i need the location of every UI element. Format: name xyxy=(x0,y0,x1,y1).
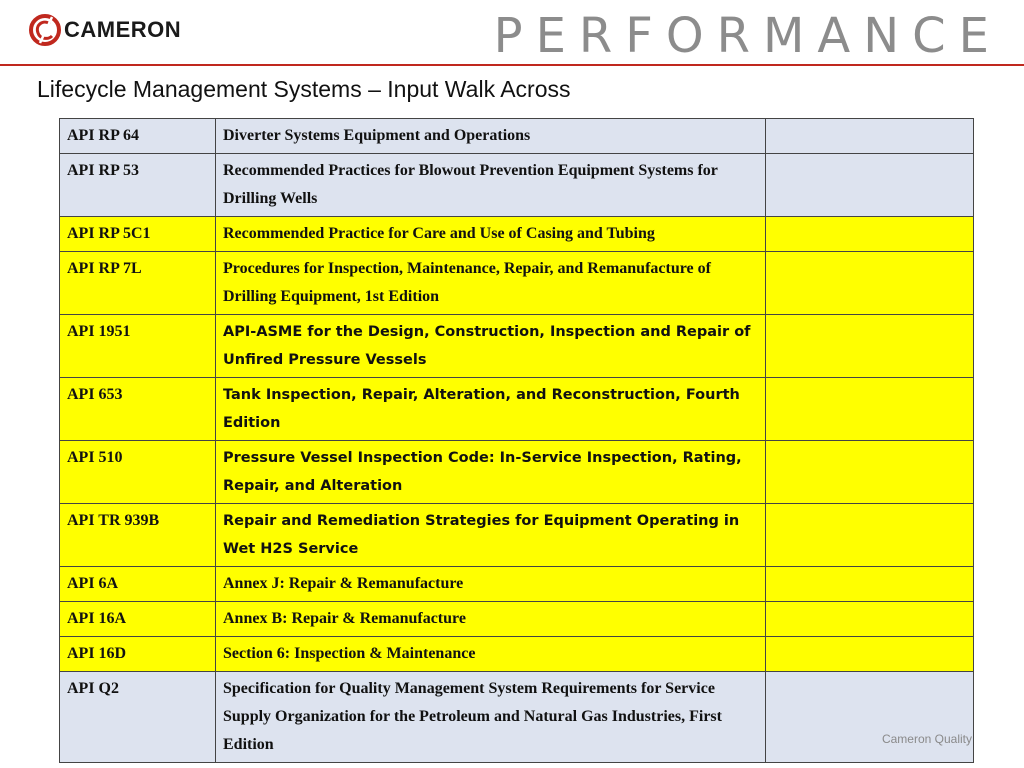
standard-code-cell: API 1951 xyxy=(60,315,216,378)
table-row xyxy=(60,567,974,602)
standards-table-body xyxy=(60,119,974,763)
performance-tagline: PERFORMANCE xyxy=(493,8,1002,64)
standard-title-cell: API-ASME for the Design, Construction, Inspection and Repair of Unfired Pressure Vessels xyxy=(216,315,766,378)
standard-code-cell: API RP 64 xyxy=(60,119,216,154)
standard-title-cell: Specification for Quality Management System Requirements for Service Supply Organization for the Petroleum and Natural Gas Industries, First Edition xyxy=(216,672,766,763)
notes-cell xyxy=(766,315,974,378)
standard-code-cell: API TR 939B xyxy=(60,504,216,567)
table-row xyxy=(60,504,974,567)
standard-title-cell: Tank Inspection, Repair, Alteration, and Reconstruction, Fourth Edition xyxy=(216,378,766,441)
notes-cell xyxy=(766,441,974,504)
standard-title-cell: Pressure Vessel Inspection Code: In-Service Inspection, Rating, Repair, and Alteration xyxy=(216,441,766,504)
notes-cell xyxy=(766,119,974,154)
table-row xyxy=(60,378,974,441)
notes-cell xyxy=(766,602,974,637)
slide-title: Lifecycle Management Systems – Input Walk Across xyxy=(37,76,571,102)
table-row xyxy=(60,252,974,315)
table-row xyxy=(60,119,974,154)
footer-label: Cameron Quality xyxy=(881,732,972,746)
cameron-logo-icon xyxy=(28,13,62,47)
standard-code-cell: API RP 7L xyxy=(60,252,216,315)
standard-title-cell: Procedures for Inspection, Maintenance, Repair, and Remanufacture of Drilling Equipment, 1st Edition xyxy=(216,252,766,315)
table-row xyxy=(60,154,974,217)
standard-title-cell: Repair and Remediation Strategies for Equipment Operating in Wet H2S Service xyxy=(216,504,766,567)
standard-title-cell: Annex J: Repair & Remanufacture xyxy=(216,567,766,602)
standard-title-cell: Recommended Practices for Blowout Prevention Equipment Systems for Drilling Wells xyxy=(216,154,766,217)
notes-cell xyxy=(766,217,974,252)
notes-cell xyxy=(766,637,974,672)
table-row xyxy=(60,602,974,637)
standard-code-cell: API RP 5C1 xyxy=(60,217,216,252)
standard-code-cell: API RP 53 xyxy=(60,154,216,217)
notes-cell xyxy=(766,567,974,602)
cameron-logo xyxy=(28,9,181,51)
notes-cell xyxy=(766,378,974,441)
standard-code-cell: API 6A xyxy=(60,567,216,602)
standard-code-cell: API 653 xyxy=(60,378,216,441)
notes-cell xyxy=(766,504,974,567)
standard-code-cell: API Q2 xyxy=(60,672,216,763)
standard-title-cell: Diverter Systems Equipment and Operations xyxy=(216,119,766,154)
standard-title-cell: Recommended Practice for Care and Use of Casing and Tubing xyxy=(216,217,766,252)
standard-title-cell: Annex B: Repair & Remanufacture xyxy=(216,602,766,637)
table-row xyxy=(60,315,974,378)
table-row xyxy=(60,217,974,252)
standards-table xyxy=(59,118,974,763)
standard-code-cell: API 16D xyxy=(60,637,216,672)
table-row xyxy=(60,441,974,504)
standard-code-cell: API 510 xyxy=(60,441,216,504)
logo-wordmark: CAMERON xyxy=(64,17,182,42)
standard-code-cell: API 16A xyxy=(60,602,216,637)
table-row xyxy=(60,672,974,763)
header-divider xyxy=(0,64,1024,66)
table-row xyxy=(60,637,974,672)
notes-cell xyxy=(766,672,974,763)
standard-title-cell: Section 6: Inspection & Maintenance xyxy=(216,637,766,672)
notes-cell xyxy=(766,154,974,217)
notes-cell xyxy=(766,252,974,315)
